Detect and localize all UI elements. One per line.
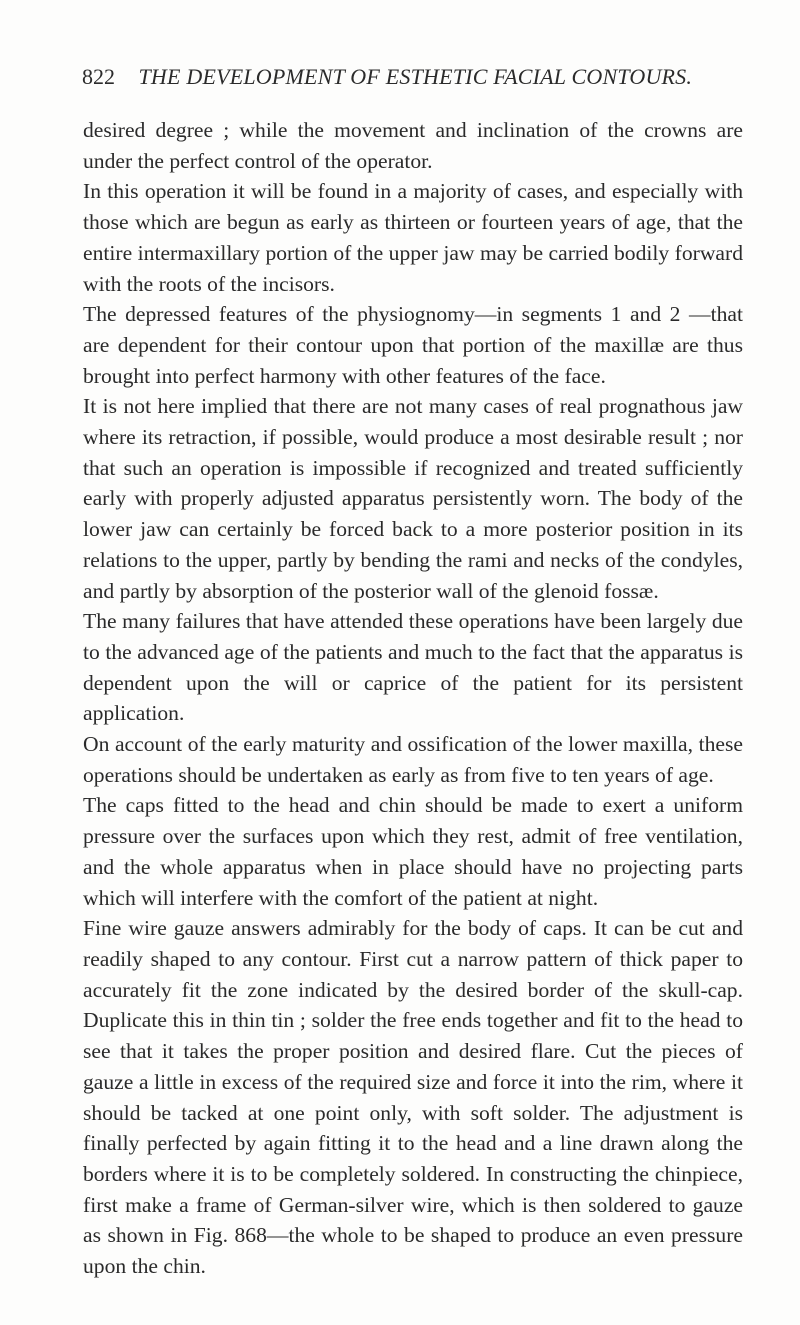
paragraph: The depressed features of the physiognomy—in segments 1 and 2 —that are dependent for their contour upon that portion of the maxillæ are thus brought into perfect harmony with other features of the face.: [83, 302, 743, 388]
page-number: 822: [82, 64, 115, 89]
body-text: [83, 115, 743, 1282]
paragraph: It is not here implied that there are not many cases of real prognathous jaw where its retraction, if possible, would produce a most desirable result ; nor that such an operation is impossible if recognized and treated sufficiently early with properly adjusted apparatus persistently worn. The body of the lower jaw can certainly be forced back to a more posterior position in its relations to the upper, partly by bending the rami and necks of the condyles, and partly by absorption of the posterior wall of the glenoid fossæ.: [83, 394, 743, 603]
page-header: [82, 64, 722, 90]
paragraph-continued: desired degree ; while the movement and inclination of the crowns are under the perfect control of the operator.: [83, 118, 743, 173]
running-title: THE DEVELOPMENT OF ESTHETIC FACIAL CONTOURS.: [138, 64, 693, 89]
paragraph: The many failures that have attended these operations have been largely due to the advanced age of the patients and much to the fact that the apparatus is dependent upon the will or caprice of the patient for its persistent application.: [83, 609, 743, 726]
paragraph: In this operation it will be found in a majority of cases, and especially with those which are begun as early as thirteen or fourteen years of age, that the entire intermaxillary portion of the upper jaw may be carried bodily forward with the roots of the incisors.: [83, 179, 743, 296]
paragraph: On account of the early maturity and ossification of the lower maxilla, these operations should be undertaken as early as from five to ten years of age.: [83, 732, 743, 787]
paragraph: Fine wire gauze answers admirably for the body of caps. It can be cut and readily shaped to any contour. First cut a narrow pattern of thick paper to accurately fit the zone indicated by the desired border of the skull-cap. Duplicate this in thin tin ; solder the free ends together and fit to the head to see that it takes the proper position and desired flare. Cut the pieces of gauze a little in excess of the required size and force it into the rim, where it should be tacked at one point only, with soft solder. The adjustment is finally perfected by again fitting it to the head and a line drawn along the borders where it is to be completely soldered. In constructing the chinpiece, first make a frame of German-silver wire, which is then soldered to gauze as shown in Fig. 868—the whole to be shaped to produce an even pressure upon the chin.: [83, 916, 743, 1279]
paragraph: The caps fitted to the head and chin should be made to exert a uniform pressure over the surfaces upon which they rest, admit of free ventilation, and the whole apparatus when in place should have no projecting parts which will interfere with the comfort of the patient at night.: [83, 793, 743, 910]
